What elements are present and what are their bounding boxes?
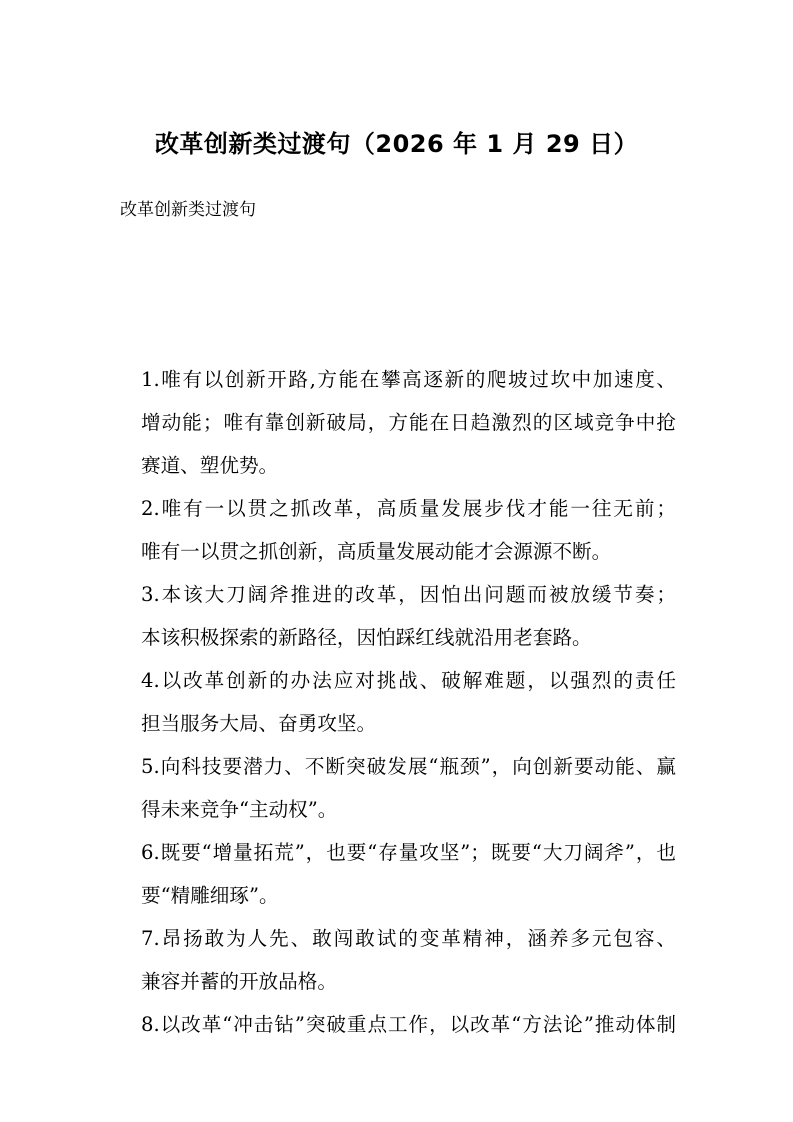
paragraph-line: 担当服务大局、奋勇攻坚。 [141, 712, 377, 735]
document-body [120, 358, 676, 1046]
paragraph-line: 2.唯有一以贯之抓改革，高质量发展步伐才能一往无前； [141, 497, 676, 520]
paragraph-line: 本该积极探索的新路径，因怕踩红线就沿用老套路。 [141, 626, 592, 649]
paragraph-line: 赛道、塑优势。 [141, 454, 279, 477]
paragraph-line: 1.唯有以创新开路,方能在攀高逐新的爬坡过坎中加速度、 [141, 368, 676, 391]
paragraph-6 [120, 831, 676, 917]
paragraph-line: 6.既要“增量拓荒”，也要“存量攻坚”；既要“大刀阔斧”，也 [141, 841, 676, 864]
paragraph-line: 得未来竞争“主动权”。 [141, 798, 338, 821]
paragraph-5 [120, 745, 676, 831]
paragraph-line: 唯有一以贯之抓创新，高质量发展动能才会源源不断。 [141, 540, 612, 563]
paragraph-line: 要“精雕细琢”。 [141, 884, 279, 907]
paragraph-4 [120, 659, 676, 745]
document-subtitle: 改革创新类过渡句 [120, 200, 256, 220]
paragraph-8 [120, 1003, 676, 1046]
paragraph-line: 5.向科技要潜力、不断突破发展“瓶颈”，向创新要动能、赢 [141, 755, 676, 778]
paragraph-line: 兼容并蓄的开放品格。 [141, 970, 337, 993]
paragraph-3 [120, 573, 676, 659]
paragraph-line: 增动能；唯有靠创新破局，方能在日趋激烈的区域竞争中抢 [141, 411, 676, 434]
paragraph-7 [120, 917, 676, 1003]
paragraph-line: 7.昂扬敢为人先、敢闯敢试的变革精神，涵养多元包容、 [141, 927, 676, 950]
paragraph-line: 8.以改革“冲击钻”突破重点工作，以改革“方法论”推动体制 [141, 1013, 676, 1036]
paragraph-line: 3.本该大刀阔斧推进的改革，因怕出问题而被放缓节奏； [141, 583, 676, 606]
paragraph-1 [120, 358, 676, 487]
paragraph-line: 4.以改革创新的办法应对挑战、破解难题，以强烈的责任 [141, 669, 676, 692]
document-title: 改革创新类过渡句（2026 年 1 月 29 日） [154, 130, 639, 158]
paragraph-2 [120, 487, 676, 573]
